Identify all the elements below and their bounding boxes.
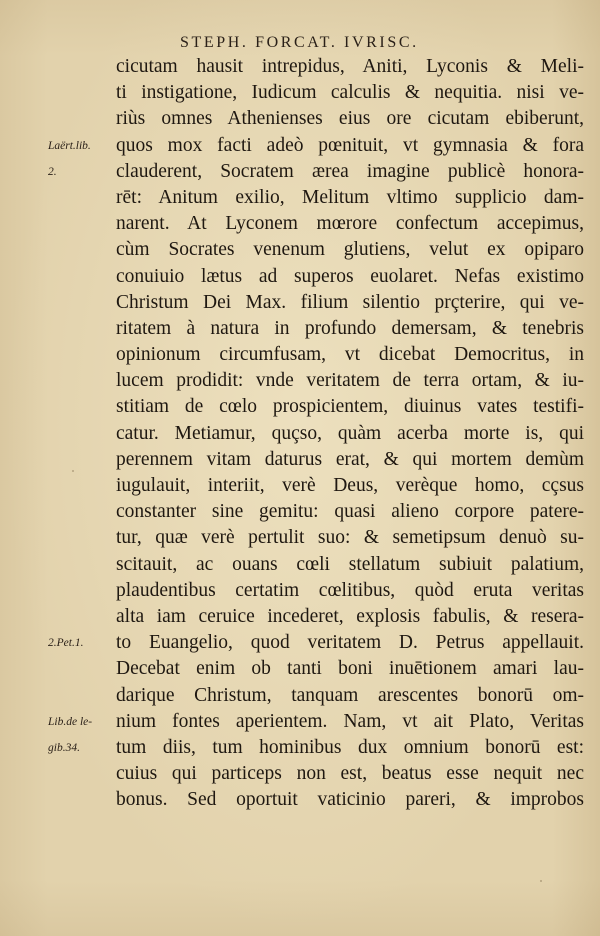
text-line: catur. Metiamur, quçso, quàm acerba morte is, qui	[116, 422, 584, 444]
text-line: tum diis, tum hominibus dux omnium bonorū est:	[116, 736, 584, 758]
text-line: plaudentibus certatim cœlitibus, quòd eruta veritas	[116, 579, 584, 601]
text-line: narent. At Lyconem mœrore confectum accepimus,	[116, 213, 584, 235]
text-line: perennem vitam daturus erat, & qui mortem demùm	[116, 448, 584, 470]
text-line: nium fontes aperientem. Nam, vt ait Plato, Veritas	[116, 710, 584, 732]
text-line: cùm Socrates venenum glutiens, velut ex opiparo	[116, 239, 584, 261]
running-head: STEPH. FORCAT. IVRISC.	[180, 34, 419, 51]
margin-note: 2.Pet.1.	[48, 637, 84, 650]
text-line: cicutam hausit intrepidus, Aniti, Lyconis & Meli-	[116, 56, 584, 77]
text-line: cuius qui particeps non est, beatus esse nequit nec	[116, 763, 584, 785]
text-line: iugulauit, interiit, verè Deus, verèque homo, cçsus	[116, 475, 584, 496]
text-line: alta iam ceruice incederet, explosis fabulis, & resera-	[116, 605, 584, 627]
text-line: conuiuio lætus ad superos euolaret. Nefas existimo	[116, 265, 584, 287]
text-line: Decebat enim ob tanti boni inuētionem amari lau-	[116, 658, 584, 680]
text-line: constanter sine gemitu: quasi alieno corpore patere-	[116, 501, 584, 523]
text-line: opinionum circumfusam, vt dicebat Democritus, in	[116, 344, 584, 366]
text-line: rēt: Anitum exilio, Melitum vltimo supplicio dam-	[116, 186, 584, 208]
text-line: scitauit, ac ouans cœli stellatum subiuit palatium,	[116, 553, 584, 575]
text-line: quos mox facti adeò pœnituit, vt gymnasia & fora	[116, 134, 584, 156]
margin-note: Laërt.lib.	[48, 139, 91, 152]
text-line: lucem prodidit: vnde veritatem de terra ortam, & iu-	[116, 370, 584, 392]
text-line: clauderent, Socratem ærea imagine publicè honora-	[116, 160, 584, 182]
margin-note: gib.34.	[48, 742, 80, 755]
text-line: to Euangelio, quod veritatem D. Petrus appellauit.	[116, 632, 584, 654]
body-text	[116, 54, 584, 813]
text-line: Christum Dei Max. filium silentio prçterire, qui ve-	[116, 291, 584, 313]
margin-note: Lib.de le-	[48, 716, 93, 728]
text-line: bonus. Sed oportuit vaticinio pareri, & improbos	[116, 789, 584, 811]
text-line: ritatem à natura in profundo demersam, & tenebris	[116, 317, 584, 339]
text-line: riùs omnes Athenienses eius ore cicutam ebiberunt,	[116, 108, 584, 130]
margin-note: 2.	[48, 165, 57, 178]
text-line: tur, quæ verè pertulit suo: & semetipsum denuò su-	[116, 527, 584, 549]
text-line: darique Christum, tanquam arescentes bonorū om-	[116, 684, 584, 706]
text-line: stitiam de cœlo prospicientem, diuinus vates testifi-	[116, 396, 584, 418]
text-line: ti instigatione, Iudicum calculis & nequitia. nisi ve-	[116, 82, 584, 104]
